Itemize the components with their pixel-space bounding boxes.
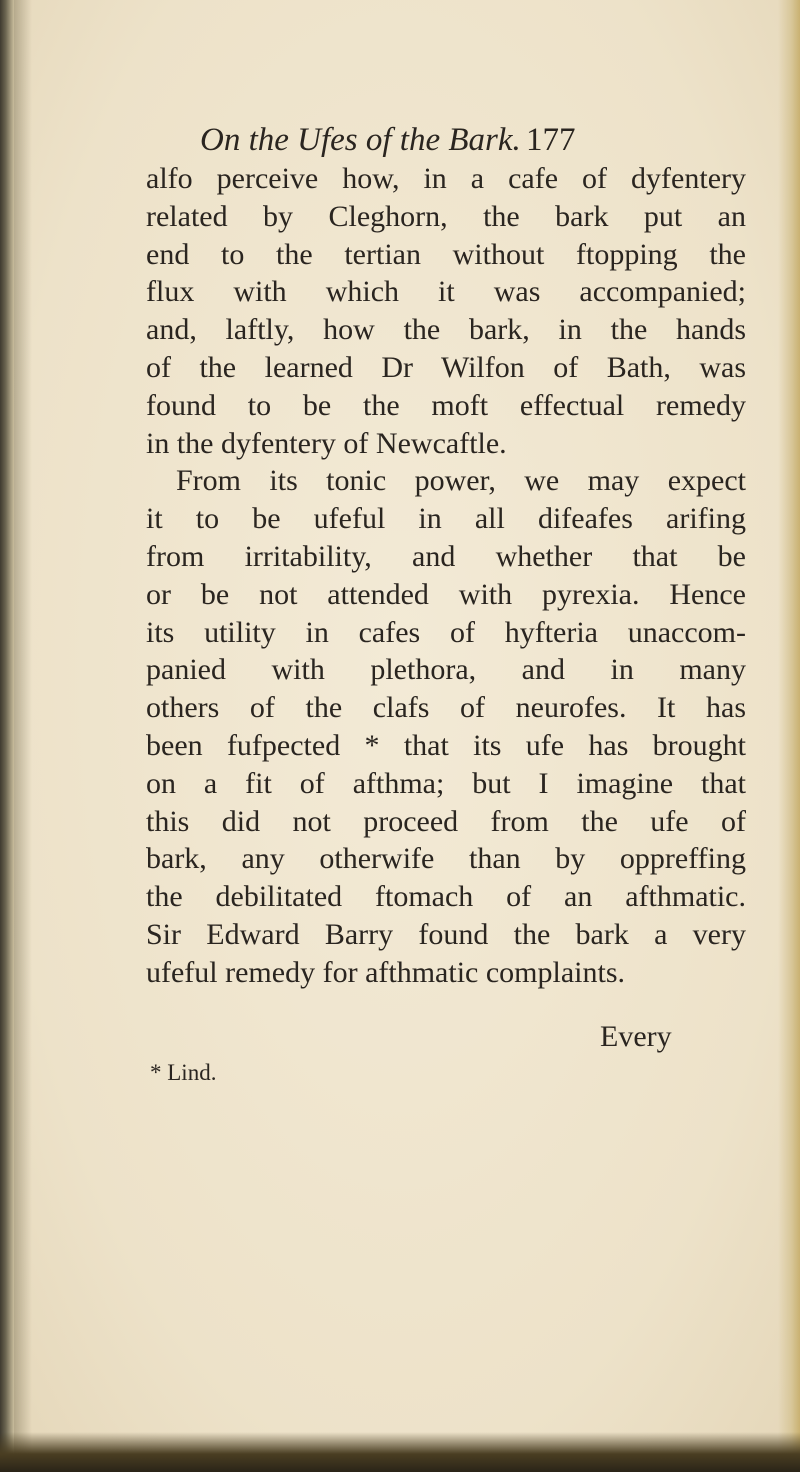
catchword: Every — [600, 1020, 672, 1053]
text-line: ufeful remedy for afthmatic complaints. — [146, 955, 625, 989]
text-line: end to the tertian without ftopping the — [146, 237, 746, 271]
text-line: related by Cleghorn, the bark put an — [146, 199, 746, 233]
text-line: in the dyfentery of Newcaftle. — [146, 426, 507, 460]
body-text — [146, 160, 746, 992]
binding-shadow — [14, 0, 32, 1472]
text-line: flux with which it was accompanied; — [146, 275, 746, 309]
footnote: * Lind. — [150, 1060, 217, 1085]
text-line: the debilitated ftomach of an afthmatic. — [146, 880, 746, 914]
page-number: 177 — [526, 122, 576, 158]
text-line: from irritability, and whether that be — [146, 539, 746, 573]
text-line: it to be ufeful in all difeafes arifing — [146, 502, 746, 536]
text-line: alfo perceive how, in a cafe of dyfentery — [146, 162, 746, 195]
text-line: Sir Edward Barry found the bark a very — [146, 917, 746, 951]
text-line: found to be the moft effectual remedy — [146, 388, 746, 422]
text-line: panied with plethora, and in many — [146, 653, 746, 687]
running-title: On the Ufes of the Bark. — [200, 122, 521, 158]
text-line: or be not attended with pyrexia. Hence — [146, 577, 746, 611]
page-edge-right — [778, 0, 800, 1472]
text-line: been fufpected * that its ufe has brought — [146, 728, 746, 762]
text-line: others of the clafs of neurofes. It has — [146, 691, 746, 725]
text-line: this did not proceed from the ufe of — [146, 804, 746, 838]
page-edge-bottom — [0, 1432, 800, 1472]
text-line: on a fit of afthma; but I imagine that — [146, 766, 746, 800]
running-header — [200, 122, 740, 162]
binding-edge — [0, 0, 14, 1472]
text-line: of the learned Dr Wilfon of Bath, was — [146, 350, 746, 384]
text-line: its utility in cafes of hyfteria unaccom- — [146, 615, 746, 649]
text-line: and, laftly, how the bark, in the hands — [146, 313, 746, 347]
text-line: From its tonic power, we may expect — [176, 464, 746, 498]
text-line: bark, any otherwife than by oppreffing — [146, 842, 746, 876]
